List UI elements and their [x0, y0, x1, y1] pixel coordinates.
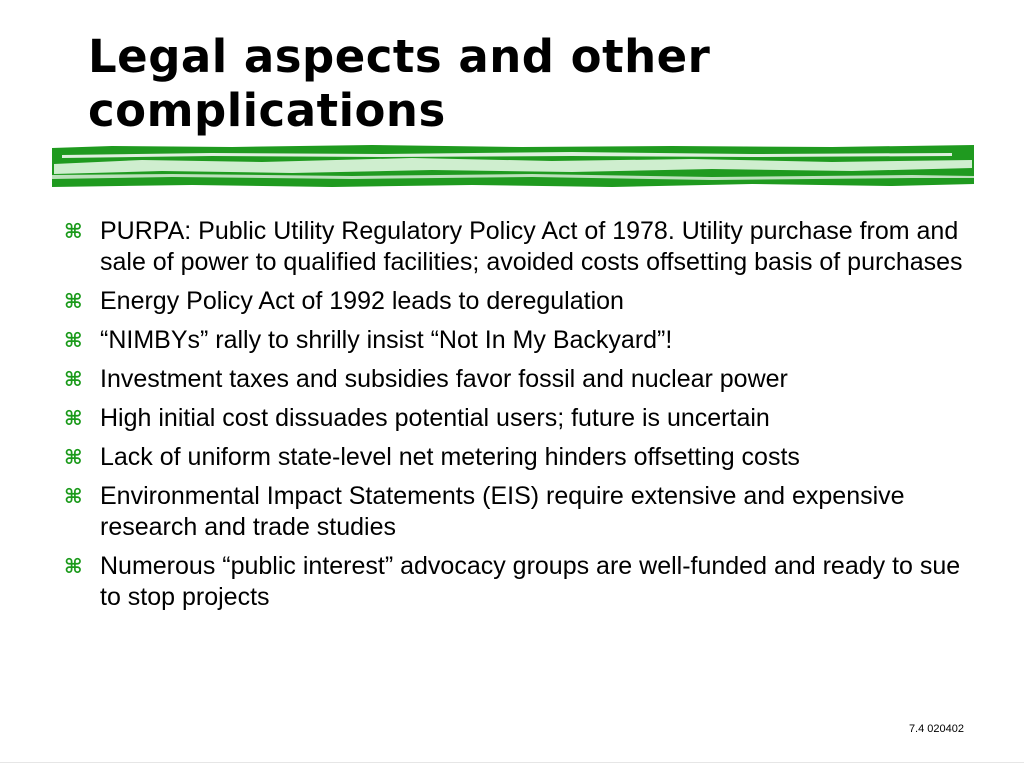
bullet-text: Lack of uniform state-level net metering hinders offsetting costs	[100, 443, 800, 471]
green-brush-divider	[52, 144, 974, 188]
bullet-text: Investment taxes and subsidies favor fossil and nuclear power	[100, 365, 788, 393]
bullet-text: PURPA: Public Utility Regulatory Policy Act of 1978. Utility purchase from and sale of power to qualified facilities; avoided costs offsetting basis of purchases	[100, 217, 963, 276]
bullet-item	[64, 364, 974, 395]
command-key-icon: ⌘	[64, 484, 83, 508]
bullet-item	[64, 403, 974, 434]
bullet-item	[64, 286, 974, 317]
command-key-icon: ⌘	[64, 554, 83, 578]
bullet-item	[64, 216, 974, 278]
bullet-text: Energy Policy Act of 1992 leads to deregulation	[100, 287, 624, 315]
bullet-text: High initial cost dissuades potential users; future is uncertain	[100, 404, 770, 432]
slide-code: 7.4 020402	[908, 723, 964, 735]
bottom-rule	[0, 762, 1024, 763]
command-key-icon: ⌘	[64, 219, 83, 243]
bullet-text: “NIMBYs” rally to shrilly insist “Not In My Backyard”!	[100, 326, 673, 354]
bullet-text: Numerous “public interest” advocacy groups are well-funded and ready to sue to stop projects	[100, 552, 961, 611]
command-key-icon: ⌘	[64, 445, 83, 469]
bullet-list	[64, 216, 974, 621]
command-key-icon: ⌘	[64, 367, 83, 391]
command-key-icon: ⌘	[64, 406, 83, 430]
bullet-item	[64, 325, 974, 356]
bullet-item	[64, 481, 974, 543]
command-key-icon: ⌘	[64, 328, 83, 352]
bullet-item	[64, 442, 974, 473]
command-key-icon: ⌘	[64, 289, 83, 313]
bullet-item	[64, 551, 974, 613]
bullet-text: Environmental Impact Statements (EIS) require extensive and expensive research and trade studies	[100, 482, 905, 541]
slide-title: Legal aspects and other complications	[88, 30, 711, 137]
